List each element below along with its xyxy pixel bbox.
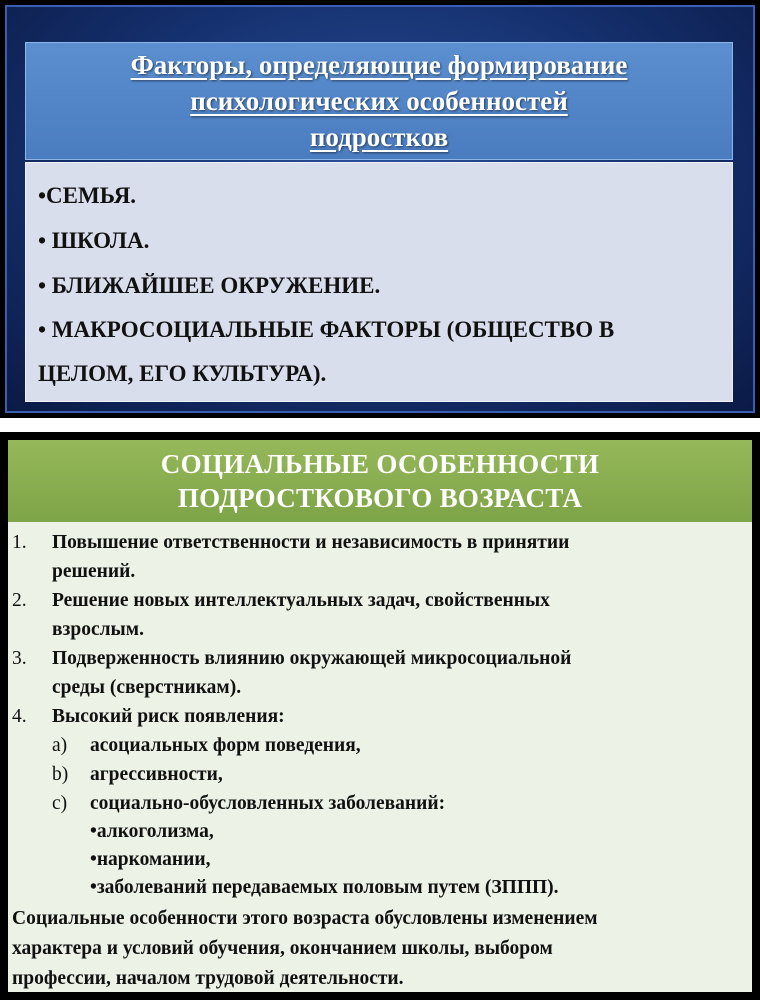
list-number: 3. [12,648,27,669]
sub-list-item [8,789,752,818]
list-item [8,586,752,644]
summary-paragraph [12,904,748,994]
bullet-item: •заболеваний передаваемых половым путем (ЗППП). [90,877,559,898]
list-text: решений. [52,561,136,582]
slide-social-features [0,432,760,1000]
list-item: • БЛИЖАЙШЕЕ ОКРУЖЕНИЕ. [38,273,381,298]
list-text: среды (сверстникам). [52,677,242,698]
slide-title [8,440,752,522]
list-text: Повышение ответственности и независимость в принятии [52,532,570,553]
summary-line: профессии, началом трудовой деятельности. [12,968,404,989]
slide-title [25,42,733,160]
sub-list-marker: b) [52,764,69,785]
list-text: Высокий риск появления: [52,706,285,727]
list-text: взрослым. [52,619,144,640]
list-item: •СЕМЬЯ. [38,183,137,208]
list-item [8,528,752,586]
summary-line: характера и условий обучения, окончанием школы, выбором [12,938,553,959]
slide-factors [0,0,760,418]
list-item [8,702,752,731]
list-number: 1. [12,532,27,553]
list-number: 4. [12,706,27,727]
factor-list [25,162,733,402]
slide-frame [5,5,755,413]
list-item [8,644,752,702]
sub-list-item [8,731,752,760]
sub-list-text: агрессивности, [90,764,223,785]
title-line: Факторы, определяющие формирование [130,50,628,80]
sub-list-text: асоциальных форм поведения, [90,735,361,756]
title-line: ПОДРОСТКОВОГО ВОЗРАСТА [177,483,583,513]
numbered-list [8,528,752,902]
sub-list-text: социально-обусловленных заболеваний: [90,793,446,814]
title-line: СОЦИАЛЬНЫЕ ОСОБЕННОСТИ [160,449,600,479]
sub-list-marker: a) [52,735,68,756]
title-line: психологических особенностей [190,86,568,116]
list-item: ЦЕЛОМ, ЕГО КУЛЬТУРА). [38,361,327,386]
bullet-item: •алкоголизма, [90,821,214,842]
sub-list-item [8,760,752,789]
slide-frame [8,440,752,992]
title-line: подростков [309,122,449,152]
summary-line: Социальные особенности этого возраста обусловлены изменением [12,908,598,929]
list-text: Подверженность влиянию окружающей микросоциальной [52,648,572,669]
sub-list-marker: c) [52,793,68,814]
list-text: Решение новых интеллектуальных задач, свойственных [52,590,550,611]
bullet-item: •наркомании, [90,849,211,870]
list-item: • МАКРОСОЦИАЛЬНЫЕ ФАКТОРЫ (ОБЩЕСТВО В [38,317,615,342]
list-item: • ШКОЛА. [38,228,150,253]
list-number: 2. [12,590,27,611]
